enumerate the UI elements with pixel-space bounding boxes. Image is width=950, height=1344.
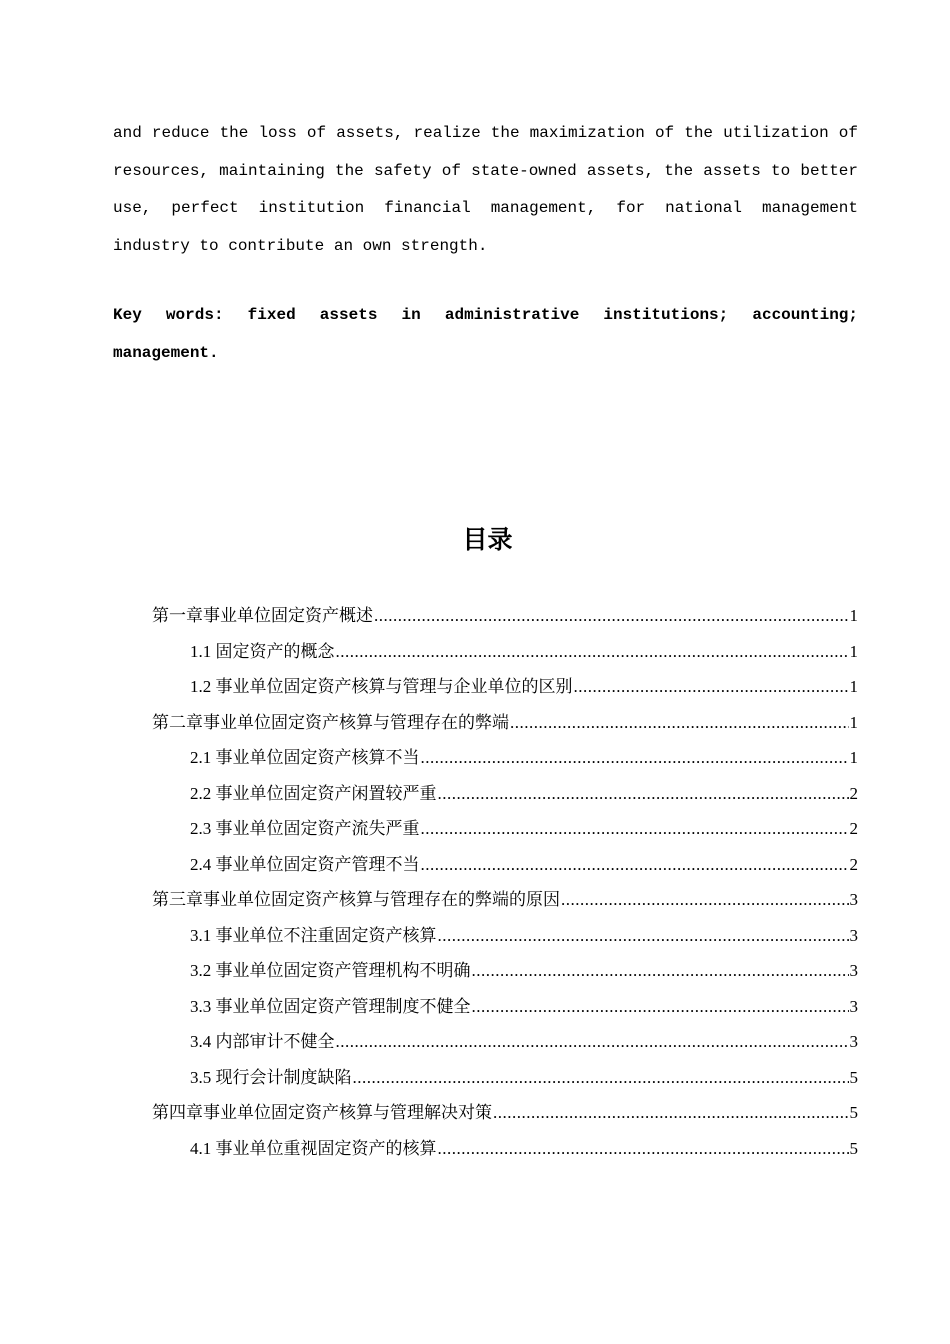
toc-leader-dots xyxy=(574,669,849,705)
toc-leader-dots xyxy=(472,989,849,1025)
toc-leader-dots xyxy=(438,1131,849,1167)
abstract-line: and reduce the loss of assets, realize the maximization of the utilization of xyxy=(113,124,858,142)
toc-entry[interactable] xyxy=(190,847,858,883)
toc-leader-dots xyxy=(472,953,849,989)
toc-leader-dots xyxy=(438,776,849,812)
toc-leader-dots xyxy=(374,598,849,634)
toc-entry[interactable] xyxy=(190,918,858,954)
toc-entry[interactable] xyxy=(190,989,858,1025)
toc-leader-dots xyxy=(561,882,849,918)
toc-leader-dots xyxy=(353,1060,849,1096)
toc-leader-dots xyxy=(421,847,849,883)
toc-entry[interactable] xyxy=(190,776,858,812)
abstract-line: industry to contribute an own strength. xyxy=(113,236,488,255)
toc-entry-page: 1 xyxy=(849,712,858,732)
toc-entry-label: 3.5 现行会计制度缺陷 xyxy=(190,1067,352,1087)
toc-entry-page: 1 xyxy=(849,748,858,767)
toc-leader-dots xyxy=(421,740,849,776)
toc-leader-dots xyxy=(493,1095,849,1131)
toc-entry[interactable] xyxy=(190,740,858,776)
toc-entry-label: 第三章事业单位固定资产核算与管理存在的弊端的原因 xyxy=(152,890,560,909)
toc-entry-page: 1 xyxy=(849,606,858,625)
toc-entry-label: 3.1 事业单位不注重固定资产核算 xyxy=(190,925,437,945)
toc-entry-label: 2.1 事业单位固定资产核算不当 xyxy=(190,748,420,767)
toc-entry-page: 1 xyxy=(849,677,858,696)
toc-entry[interactable] xyxy=(190,1024,858,1060)
keywords-line: management. xyxy=(113,344,219,362)
toc-entry-label: 3.4 内部审计不健全 xyxy=(190,1032,335,1051)
toc-entry-label: 第四章事业单位固定资产核算与管理解决对策 xyxy=(152,1103,492,1122)
toc-leader-dots xyxy=(336,1024,849,1060)
toc-entry[interactable] xyxy=(190,1131,858,1167)
toc-title: 目录 xyxy=(462,525,513,554)
toc-entry-page: 5 xyxy=(849,1138,858,1158)
toc-entry-page: 2 xyxy=(849,819,858,838)
keywords-paragraph xyxy=(113,296,858,372)
toc-leader-dots xyxy=(336,634,849,670)
keywords-line: Key words: fixed assets in administrative institutions; accounting; xyxy=(113,306,858,324)
abstract-line: use, perfect institution financial management, for national management xyxy=(113,199,858,217)
toc-entry-label: 2.2 事业单位固定资产闲置较严重 xyxy=(190,783,437,803)
toc-entry[interactable] xyxy=(152,598,858,634)
toc-entry[interactable] xyxy=(190,634,858,670)
toc-entry-label: 3.3 事业单位固定资产管理制度不健全 xyxy=(190,996,471,1016)
toc-entry[interactable] xyxy=(190,953,858,989)
toc-entry-label: 2.3 事业单位固定资产流失严重 xyxy=(190,819,420,838)
toc-leader-dots xyxy=(438,918,849,954)
toc-entry-page: 3 xyxy=(849,890,858,909)
toc-entry-page: 3 xyxy=(849,996,858,1016)
toc-entry-label: 2.4 事业单位固定资产管理不当 xyxy=(190,854,420,874)
toc-entry-page: 5 xyxy=(849,1067,858,1087)
toc-entry-page: 2 xyxy=(849,854,858,874)
toc-entry-page: 3 xyxy=(849,1032,858,1051)
toc-leader-dots xyxy=(510,705,849,741)
toc-entry[interactable] xyxy=(190,811,858,847)
toc-entry-label: 1.2 事业单位固定资产核算与管理与企业单位的区别 xyxy=(190,677,573,696)
toc-entry-label: 4.1 事业单位重视固定资产的核算 xyxy=(190,1138,437,1158)
toc-entry-label: 1.1 固定资产的概念 xyxy=(190,641,335,661)
toc-entry-label: 3.2 事业单位固定资产管理机构不明确 xyxy=(190,961,471,980)
toc-entry[interactable] xyxy=(152,1095,858,1131)
abstract-line: resources, maintaining the safety of state-owned assets, the assets to better xyxy=(113,161,858,180)
toc-entry-label: 第二章事业单位固定资产核算与管理存在的弊端 xyxy=(152,712,509,732)
toc-entry[interactable] xyxy=(190,669,858,705)
toc-entry-page: 5 xyxy=(849,1103,858,1122)
toc-entry[interactable] xyxy=(152,882,858,918)
toc-entry[interactable] xyxy=(152,705,858,741)
toc-entry[interactable] xyxy=(190,1060,858,1096)
toc-entry-label: 第一章事业单位固定资产概述 xyxy=(152,606,373,625)
toc-entry-page: 1 xyxy=(849,641,858,661)
toc-entry-page: 3 xyxy=(849,961,858,980)
abstract-paragraph xyxy=(113,115,858,265)
toc-entry-page: 2 xyxy=(849,783,858,803)
toc-leader-dots xyxy=(421,811,849,847)
toc-entry-page: 3 xyxy=(849,925,858,945)
